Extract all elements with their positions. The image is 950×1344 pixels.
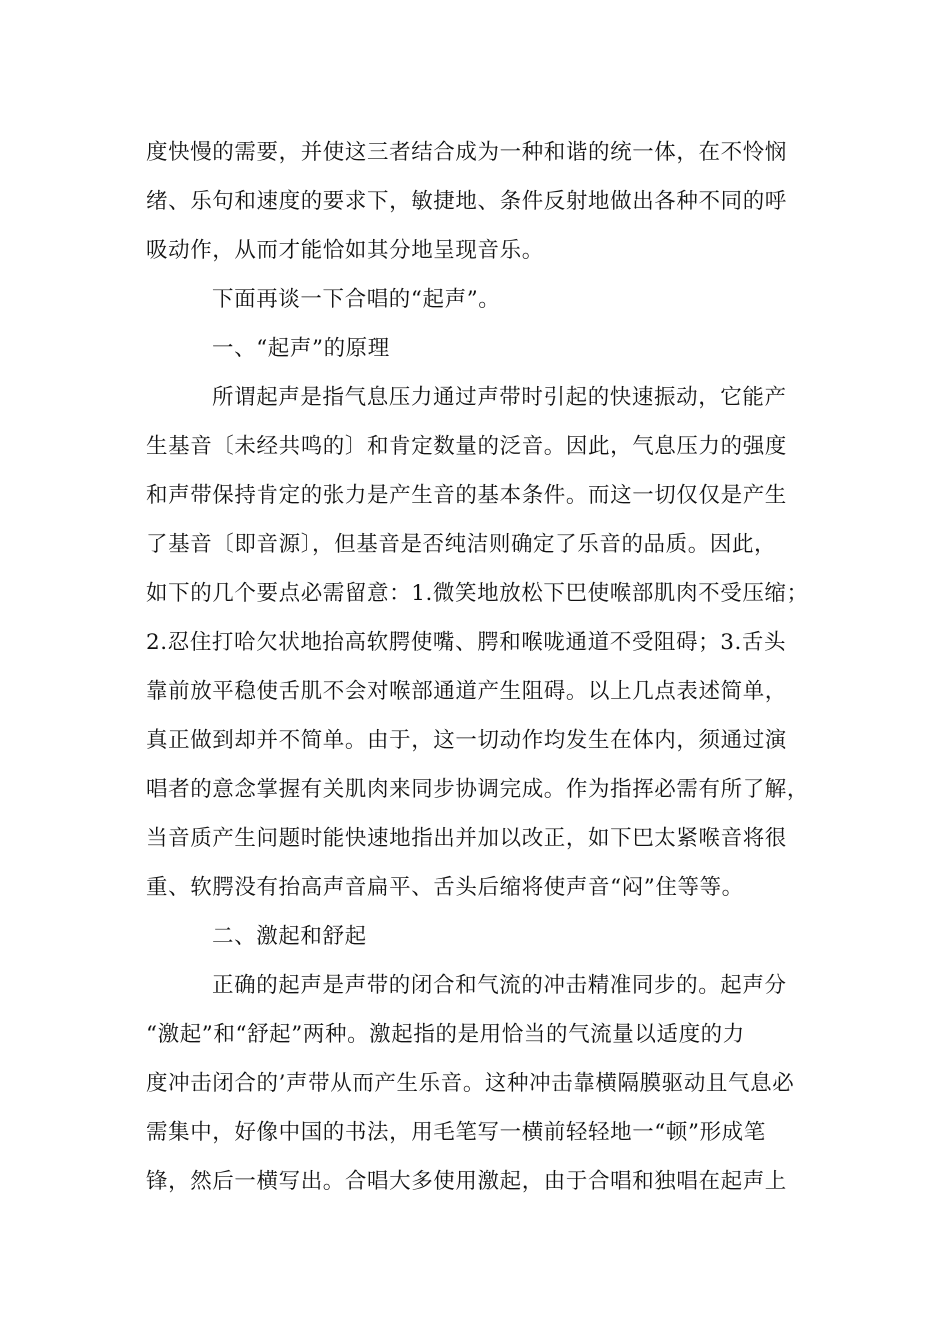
- text-line-20: 度冲击闭合的’声带从而产生乐音。这种冲击靠横隔膜驱动且气息必: [146, 1071, 795, 1096]
- text-line-19: “激起”和“舒起”两种。激起指的是用恰当的气流量以适度的力: [146, 1022, 745, 1047]
- text-line-18: 正确的起声是声带的闭合和气流的冲击精准同步的。起声分: [212, 973, 787, 998]
- section-heading-2: 二、激起和舒起: [212, 924, 367, 949]
- text-line-9: 了基音〔即音源〕，但基音是否纯洁则确定了乐音的品质。因此，: [146, 532, 777, 557]
- text-line-12: 靠前放平稳使舌肌不会对喉部通道产生阻碍。以上几点表述简单，: [146, 679, 787, 704]
- text-line-6: 所谓起声是指气息压力通过声带时引起的快速振动，它能产: [212, 385, 787, 410]
- text-line-13: 真正做到却并不简单。由于，这一切动作均发生在体内，须通过演: [146, 728, 787, 753]
- text-line-7: 生基音〔未经共鸣的〕和肯定数量的泛音。因此，气息压力的强度: [146, 434, 787, 459]
- text-line-10: 如下的几个要点必需留意：1.微笑地放松下巴使喉部肌肉不受压缩；: [146, 581, 809, 606]
- text-line-21: 需集中，好像中国的书法，用毛笔写一横前轻轻地一“顿”形成笔: [146, 1120, 766, 1145]
- text-line-2: 绪、乐句和速度的要求下，敏捷地、条件反射地做出各种不同的呼: [146, 189, 787, 214]
- paragraph-intro-line: 下面再谈一下合唱的“起声”。: [212, 287, 501, 312]
- text-line-1: 度快慢的需要，并使这三者结合成为一种和谐的统一体，在不怜悯: [146, 140, 787, 165]
- text-line-16: 重、软腭没有抬高声音扁平、舌头后缩将使声音“闷”住等等。: [146, 875, 744, 900]
- text-line-3: 吸动作，从而才能恰如其分地呈现音乐。: [146, 238, 544, 263]
- text-line-15: 当音质产生问题时能快速地指出并加以改正，如下巴太紧喉音将很: [146, 826, 787, 851]
- section-heading-1: 一、“起声”的原理: [212, 336, 390, 361]
- text-line-22: 锋，然后一横写出。合唱大多使用激起，由于合唱和独唱在起声上: [146, 1169, 787, 1194]
- body-text: [146, 128, 826, 1206]
- text-line-14: 唱者的意念掌握有关肌肉来同步协调完成。作为指挥必需有所了解，: [146, 777, 810, 802]
- text-line-11: 2.忍住打哈欠状地抬高软腭使嘴、腭和喉咙通道不受阻碍；3.舌头: [146, 630, 787, 655]
- text-line-8: 和声带保持肯定的张力是产生音的基本条件。而这一切仅仅是产生: [146, 483, 787, 508]
